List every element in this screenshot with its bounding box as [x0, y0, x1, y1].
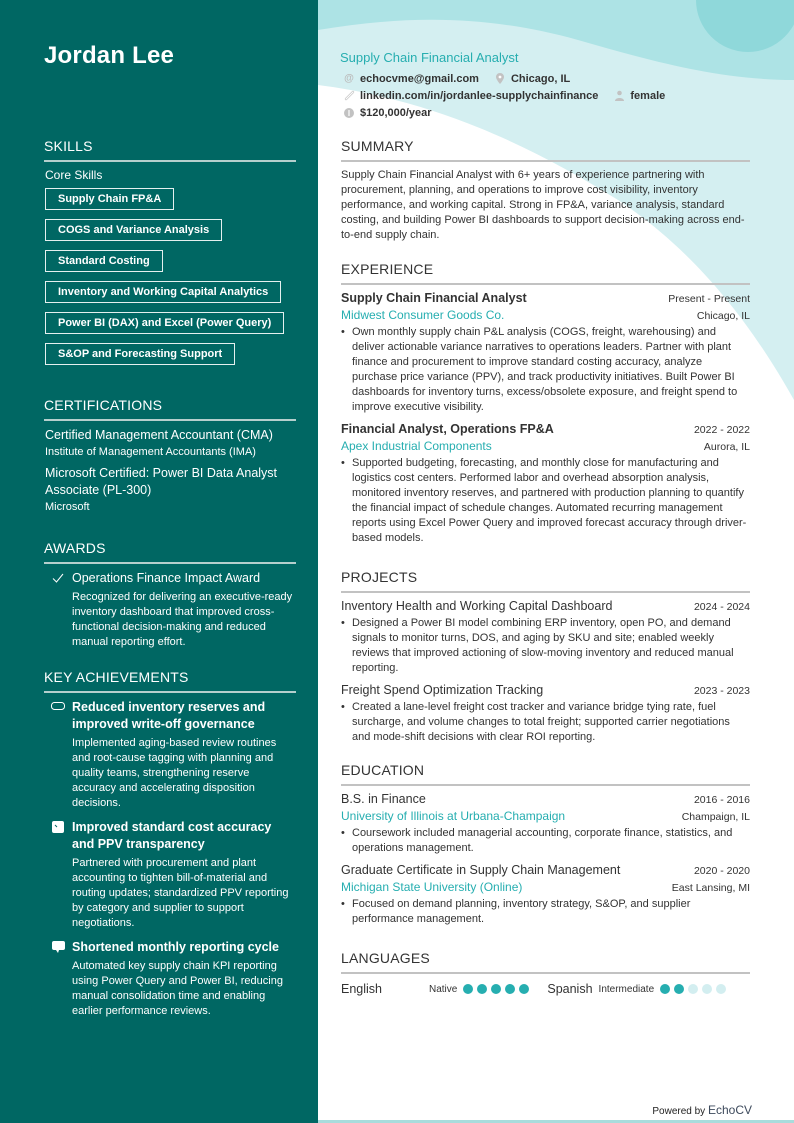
- school-name: University of Illinois at Urbana-Champaign: [341, 809, 566, 823]
- achievement-desc: Partnered with procurement and plant accounting to tighten bill-of-material and routing updates; standardized PPV reporting by category and supplier to support negotiations.: [72, 857, 289, 929]
- degree-title: Graduate Certificate in Supply Chain Management: [341, 863, 621, 877]
- skill-chip: Inventory and Working Capital Analytics: [45, 281, 281, 303]
- education-dates: 2020 - 2020: [693, 865, 750, 877]
- award-item: [44, 570, 296, 650]
- language-level: Native: [429, 983, 458, 995]
- language-rating: [463, 984, 529, 994]
- experience-section: [341, 261, 750, 553]
- brand-link[interactable]: EchoCV: [707, 1103, 752, 1117]
- salary-text: $120,000/year: [360, 106, 432, 119]
- project-dates: 2023 - 2023: [693, 685, 750, 697]
- project-dates: 2024 - 2024: [693, 601, 750, 613]
- person-icon: [612, 89, 626, 103]
- check-icon: [44, 570, 72, 650]
- battery-icon: [44, 699, 72, 811]
- language-name: Spanish: [547, 982, 593, 996]
- awards-heading: AWARDS: [44, 540, 296, 564]
- at-icon: @: [344, 73, 354, 84]
- skill-chip: S&OP and Forecasting Support: [45, 343, 235, 365]
- certifications-section: [44, 397, 296, 520]
- powered-prefix: Powered by: [652, 1106, 706, 1117]
- contact-info: [342, 70, 665, 121]
- main-content: [318, 0, 794, 1123]
- school-name: Michigan State University (Online): [341, 880, 523, 894]
- experience-bullet: Supported budgeting, forecasting, and monthly close for manufacturing and logistics cost centers. Performed labor and overhead absorption analysis, monitored inventory reserves, and partnered with production planning to quantify the financial impact of schedule changes. Automated recurring management reports using Excel Power Query and improved forecast accuracy through driver-based models.: [352, 457, 747, 544]
- cert-title: Certified Management Accountant (CMA): [45, 428, 273, 442]
- achievement-item: [44, 939, 296, 1019]
- achievement-title: Shortened monthly reporting cycle: [72, 940, 279, 954]
- skills-section: [44, 138, 296, 374]
- achievement-item: [44, 699, 296, 811]
- school-location: Champaign, IL: [681, 811, 750, 823]
- skills-subheading: Core Skills: [45, 168, 103, 182]
- languages-section: [341, 950, 750, 998]
- award-title: Operations Finance Impact Award: [72, 571, 261, 585]
- location-icon: [493, 72, 507, 86]
- terminal-icon: [44, 819, 72, 931]
- education-bullet: Coursework included managerial accounting, corporate finance, statistics, and operations management.: [352, 827, 733, 854]
- education-dates: 2016 - 2016: [693, 794, 750, 806]
- experience-company: Midwest Consumer Goods Co.: [341, 308, 505, 322]
- language-level: Intermediate: [598, 983, 655, 995]
- achievement-desc: Automated key supply chain KPI reporting using Power Query and Power BI, reducing manual consolidation time and enabling earlier performance reviews.: [72, 960, 283, 1017]
- languages-heading: LANGUAGES: [341, 950, 750, 974]
- education-entry: Graduate Certificate in Supply Chain Management 2020 - 2020 Michigan State University (Online) East Lansing, MI • Focused on demand planning, inventory strategy, S&OP, and supplier performance management.: [341, 863, 750, 925]
- education-entry: B.S. in Finance 2016 - 2016 University of Illinois at Urbana-Champaign Champaign, IL • Coursework included managerial accounting, corporate finance, statistics, and operations management.: [341, 792, 750, 854]
- experience-entry: Supply Chain Financial Analyst Present - Present Midwest Consumer Goods Co. Chicago, IL • Own monthly supply chain P&L analysis (COGS, freight, warehousing) and deliver actionable variance narratives to operations leaders. Partner with plant finance and procurement to improve standard costing accuracy, analyze purchase price variance (PPV), and track productivity initiatives. Built Power BI dashboards for inventory turns, excess/obsolete exposure, and freight spend to improve executive visibility.: [341, 291, 750, 413]
- skill-chip: COGS and Variance Analysis: [45, 219, 222, 241]
- cert-org: Microsoft: [45, 501, 90, 513]
- achievements-heading: KEY ACHIEVEMENTS: [44, 669, 296, 693]
- experience-location: Chicago, IL: [696, 310, 750, 322]
- experience-location: Aurora, IL: [703, 441, 750, 453]
- projects-heading: PROJECTS: [341, 569, 750, 593]
- skill-chip: Power BI (DAX) and Excel (Power Query): [45, 312, 284, 334]
- project-title: Freight Spend Optimization Tracking: [341, 683, 544, 697]
- education-heading: EDUCATION: [341, 762, 750, 786]
- experience-dates: Present - Present: [668, 293, 750, 305]
- candidate-name: Jordan Lee: [44, 42, 175, 69]
- school-location: East Lansing, MI: [671, 882, 750, 894]
- summary-text: Supply Chain Financial Analyst with 6+ years of experience partnering with procurement, planning, and operations to improve cost visibility, inventory performance, and working capital. Strong in FP&A, variance analysis, standard costing, and building Power BI dashboards to support decision-making across end-to-end supply chain.: [341, 169, 745, 241]
- award-desc: Recognized for delivering an executive-ready inventory dashboard that improved cross-functional decision-making and reduced manual reporting effort.: [72, 591, 293, 648]
- experience-company: Apex Industrial Components: [341, 439, 492, 453]
- education-bullet: Focused on demand planning, inventory strategy, S&OP, and supplier performance management.: [352, 898, 691, 925]
- summary-heading: SUMMARY: [341, 138, 750, 162]
- cert-org: Institute of Management Accountants (IMA): [45, 446, 256, 458]
- experience-entry: Financial Analyst, Operations FP&A 2022 - 2022 Apex Industrial Components Aurora, IL • Supported budgeting, forecasting, and monthly close for manufacturing and logistics cost centers. Performed labor and overhead absorption analysis, monitored inventory reserves, and partnered with production planning to quantify the financial impact of schedule changes. Automated recurring management reports using Excel Power Query and improved forecast accuracy through driver-based models.: [341, 422, 750, 544]
- education-section: [341, 762, 750, 934]
- job-title: Supply Chain Financial Analyst: [340, 50, 519, 65]
- cert-title: Microsoft Certified: Power BI Data Analyst Associate (PL-300): [45, 466, 278, 497]
- chat-icon: [44, 939, 72, 1019]
- achievement-title: Reduced inventory reserves and improved write-off governance: [72, 700, 266, 731]
- location-text: Chicago, IL: [510, 72, 571, 85]
- awards-section: [44, 540, 296, 658]
- language-name: English: [341, 982, 382, 996]
- skill-chip: Standard Costing: [45, 250, 163, 272]
- achievements-section: [44, 669, 296, 1027]
- degree-title: B.S. in Finance: [341, 792, 426, 806]
- gender-text: female: [630, 89, 666, 102]
- experience-title: Financial Analyst, Operations FP&A: [341, 422, 554, 436]
- link-icon: [342, 89, 356, 103]
- experience-title: Supply Chain Financial Analyst: [341, 291, 527, 305]
- experience-dates: 2022 - 2022: [693, 424, 750, 436]
- sidebar: [0, 0, 318, 1123]
- achievement-item: [44, 819, 296, 931]
- project-bullet: Created a lane-level freight cost tracker and variance bridge tying rate, fuel surcharge, and volume changes to total freight; supported carrier negotiations and mode-shift decisions with clear ROI reporting.: [352, 701, 730, 743]
- projects-section: [341, 569, 750, 752]
- salary-icon: [342, 106, 356, 120]
- powered-by: [652, 1103, 752, 1117]
- language-rating: [660, 984, 726, 994]
- linkedin-link[interactable]: linkedin.com/in/jordanlee-supplychainfinance: [360, 89, 599, 102]
- achievement-desc: Implemented aging-based review routines and root-cause tagging with planning and quality teams, strengthening reserve accuracy and accelerating disposition decisions.: [72, 737, 277, 809]
- project-entry: Inventory Health and Working Capital Dashboard 2024 - 2024 • Designed a Power BI model combining ERP inventory, open PO, and demand signals to monitor turns, DOS, and aging by SKU and site; enabled weekly reviews that improved actioning of slow-moving inventory and reduced manual reporting.: [341, 599, 750, 674]
- project-title: Inventory Health and Working Capital Dashboard: [341, 599, 613, 613]
- skills-heading: SKILLS: [44, 138, 296, 162]
- experience-bullet: Own monthly supply chain P&L analysis (COGS, freight, warehousing) and deliver actionable variance narratives to operations leaders. Partner with plant finance and procurement to improve standard costing accuracy, analyze purchase price variance (PPV), and track productivity initiatives. Built Power BI dashboards for inventory turns, excess/obsolete exposure, and freight spend to improve executive visibility.: [352, 326, 738, 413]
- project-entry: Freight Spend Optimization Tracking 2023 - 2023 • Created a lane-level freight cost tracker and variance bridge tying rate, fuel surcharge, and volume changes to total freight; supported carrier negotiations and mode-shift decisions with clear ROI reporting.: [341, 683, 750, 743]
- email-link[interactable]: echocvme@gmail.com: [360, 72, 479, 85]
- experience-heading: EXPERIENCE: [341, 261, 750, 285]
- certifications-heading: CERTIFICATIONS: [44, 397, 296, 421]
- skill-chip: Supply Chain FP&A: [45, 188, 174, 210]
- summary-section: [341, 138, 750, 243]
- achievement-title: Improved standard cost accuracy and PPV transparency: [72, 820, 272, 851]
- project-bullet: Designed a Power BI model combining ERP inventory, open PO, and demand signals to monitor turns, DOS, and aging by SKU and site; enabled weekly reviews that improved actioning of slow-moving inventory and reduced manual reporting.: [352, 617, 734, 674]
